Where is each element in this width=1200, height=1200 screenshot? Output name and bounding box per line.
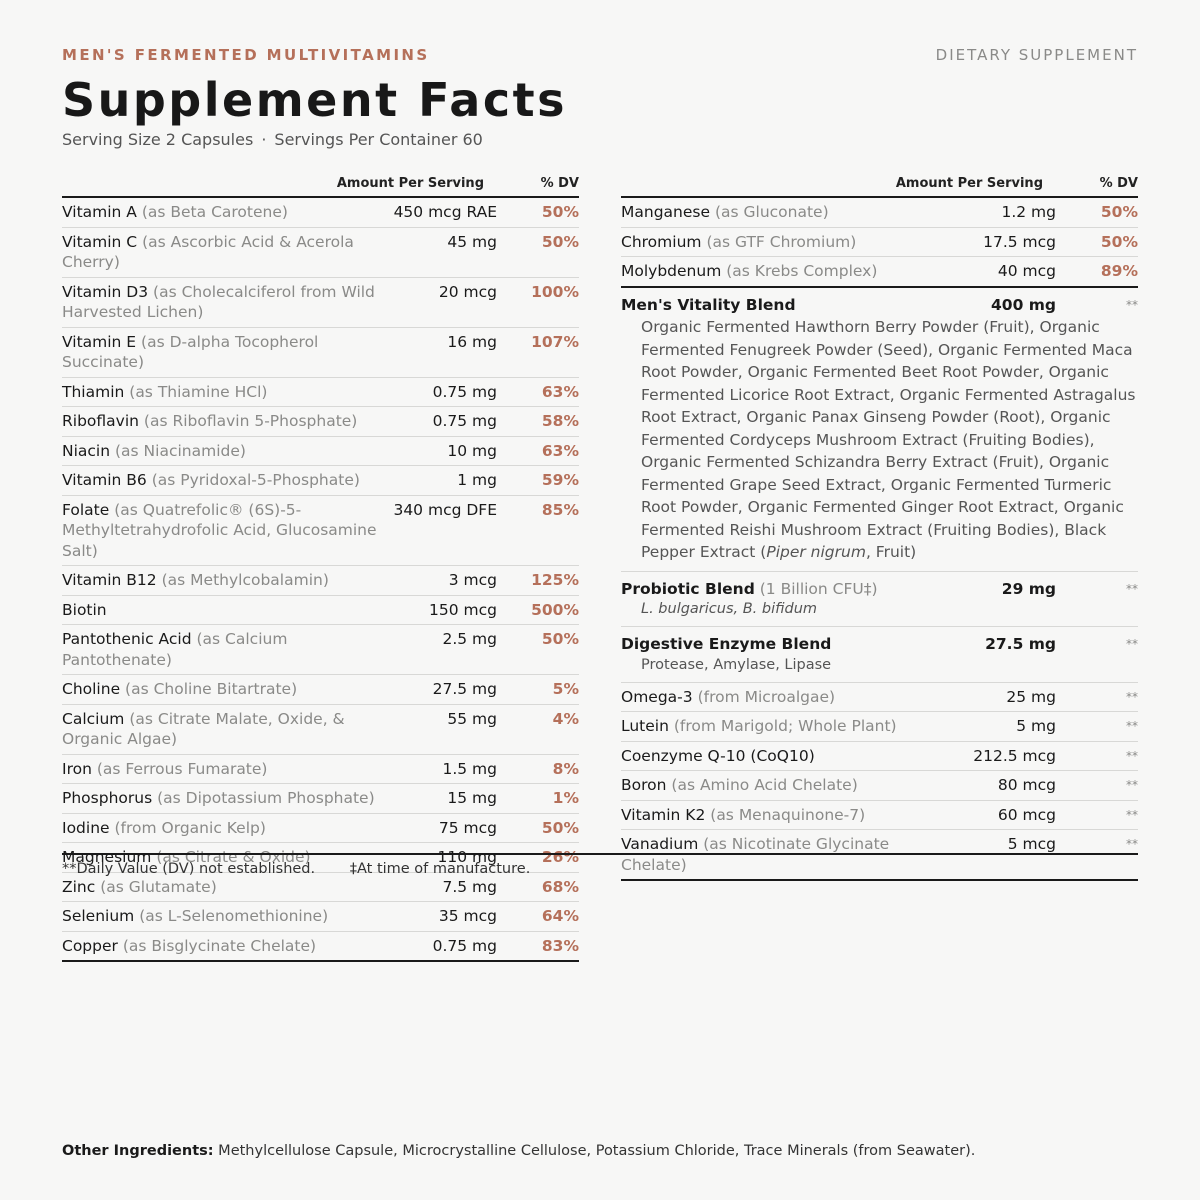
blend-ingredients-end: , Fruit) (865, 543, 917, 561)
blend-name: Men's Vitality Blend (621, 295, 796, 314)
nutrient-row (62, 496, 579, 567)
nutrient-amount: 110 mg (437, 848, 497, 866)
blend-ingredients-text: Organic Fermented Hawthorn Berry Powder (Fruit), Organic Fermented Fenugreek Powder (Seed), Organic Fermented Maca Root Powder, Organic Fermented Beet Root Powder, Organic Fermented Licorice Root Extract, Organic Fermented Astragalus Root Extract, Organic Panax Ginseng Powder (Root), Organic Fermented Cordyceps Mushroom Extract (Fruiting Bodies), Organic Fermented Schizandra Berry Extract (Fruit), Organic Fermented Grape Seed Extract, Organic Fermented Turmeric Root Powder, Organic Fermented Ginger Root Extract, Organic Fermented Reishi Mushroom Extract (Fruiting Bodies), Black Pepper Extract ( (641, 318, 1136, 561)
nutrient-source: (from Organic Kelp) (114, 818, 266, 837)
nutrient-row (62, 437, 579, 467)
nutrient-source: (as Beta Carotene) (141, 203, 288, 221)
nutrient-source: (as Calcium Pantothenate) (62, 630, 288, 669)
nutrient-row (62, 814, 579, 844)
nutrient-dv: 50% (541, 630, 579, 648)
nutrient-amount: 75 mcg (438, 818, 497, 837)
nutrient-dv: 5% (552, 680, 579, 698)
nutrient-name: Copper (62, 936, 118, 955)
nutrient-row (62, 278, 579, 328)
nutrient-row (62, 932, 579, 963)
nutrient-label (62, 500, 397, 562)
nutrient-label (62, 759, 397, 780)
nutrient-name: Vitamin B6 (62, 471, 147, 489)
right-nutrient-list-top (621, 198, 1138, 288)
nutrient-row (62, 784, 579, 814)
nutrient-dv: 50% (541, 232, 579, 251)
blend-dv: ** (1126, 297, 1138, 312)
nutrient-source: (as Citrate & Oxide) (156, 848, 311, 866)
nutrient-amount: 7.5 mg (442, 877, 497, 896)
nutrient-amount: 27.5 mg (432, 680, 497, 698)
nutrient-amount: 80 mcg (997, 776, 1056, 794)
nutrient-row (62, 755, 579, 785)
nutrient-amount: 16 mg (447, 332, 497, 351)
nutrient-source: (as Riboflavin 5-Phosphate) (143, 412, 358, 430)
serving-size: Serving Size 2 Capsules (62, 130, 254, 149)
footer-divider (62, 853, 1138, 855)
serving-info (62, 130, 483, 149)
page-title: Supplement Facts (62, 73, 567, 127)
blend-name: Probiotic Blend (621, 579, 755, 598)
nutrient-source: (as Krebs Complex) (726, 262, 878, 280)
enzyme-blend (621, 627, 1138, 683)
nutrient-name: Magnesium (62, 848, 152, 866)
nutrient-row (62, 228, 579, 278)
nutrient-label (62, 202, 397, 223)
nutrient-source: (as GTF Chromium) (706, 232, 857, 251)
nutrient-dv: 50% (541, 203, 579, 221)
nutrient-source: (as D-alpha Tocopherol Succinate) (62, 332, 319, 371)
right-nutrient-list-bottom (621, 683, 1138, 882)
nutrient-amount: 55 mg (447, 709, 497, 728)
nutrient-name: Vitamin B12 (62, 571, 157, 589)
nutrient-name: Boron (621, 776, 667, 794)
nutrient-label (62, 600, 397, 621)
nutrient-label (62, 232, 397, 273)
nutrient-row (621, 771, 1138, 801)
nutrient-name: Manganese (621, 203, 711, 221)
nutrient-row (62, 566, 579, 596)
nutrient-source: (as Nicotinate Glycinate Chelate) (621, 835, 890, 874)
nutrient-amount: 0.75 mg (432, 382, 497, 401)
nutrient-label (62, 282, 397, 323)
nutrient-source: (as Dipotassium Phosphate) (157, 789, 375, 807)
nutrient-name: Molybdenum (621, 262, 722, 280)
separator-dot: · (261, 130, 267, 149)
nutrient-name: Vitamin E (62, 332, 137, 351)
nutrient-row (621, 712, 1138, 742)
nutrient-dv: 26% (541, 848, 579, 866)
other-ingredients-label: Other Ingredients: (62, 1143, 214, 1159)
amount-header: Amount Per Serving (895, 176, 1043, 191)
nutrient-amount: 1 mg (457, 471, 497, 489)
nutrient-label (62, 679, 397, 700)
nutrient-name: Phosphorus (62, 789, 153, 807)
nutrient-name: Pantothenic Acid (62, 630, 192, 648)
nutrient-label (621, 232, 956, 253)
nutrient-source: (as Gluconate) (714, 203, 829, 221)
nutrient-name: Chromium (621, 232, 702, 251)
nutrient-dv: 89% (1100, 262, 1138, 280)
nutrient-row (62, 596, 579, 626)
nutrient-row (62, 902, 579, 932)
nutrient-label (62, 441, 397, 462)
nutrient-source: (as L-Selenomethionine) (139, 907, 329, 925)
footnotes (62, 861, 530, 877)
nutrient-name: Lutein (621, 717, 669, 735)
nutrient-label (621, 746, 956, 767)
blend-amount: 29 mg (1001, 579, 1056, 598)
nutrient-label (621, 805, 956, 826)
probiotic-strains: L. bulgaricus, B. bifidum (641, 601, 818, 617)
blend-dv: ** (1126, 581, 1138, 596)
nutrient-name: Vanadium (621, 835, 699, 853)
nutrient-dv: 64% (541, 907, 579, 925)
nutrient-name: Zinc (62, 877, 96, 896)
nutrient-name: Thiamin (62, 382, 125, 401)
nutrient-source: (as Choline Bitartrate) (125, 680, 298, 698)
nutrient-source: (as Thiamine HCl) (129, 382, 268, 401)
nutrient-amount: 40 mcg (997, 262, 1056, 280)
nutrient-row (621, 742, 1138, 772)
nutrient-label (62, 629, 397, 670)
nutrient-row (62, 378, 579, 408)
dv-header: % DV (1099, 176, 1138, 191)
nutrient-name: Vitamin C (62, 232, 138, 251)
nutrient-row (621, 198, 1138, 228)
nutrient-label (62, 382, 397, 403)
nutrient-name: Riboflavin (62, 412, 139, 430)
nutrient-amount: 5 mcg (1007, 835, 1056, 853)
blend-ingredients: Protease, Amylase, Lipase (641, 656, 832, 673)
left-nutrient-list (62, 198, 579, 962)
blend-source: (1 Billion CFU‡) (759, 579, 878, 598)
left-column-header (62, 172, 579, 198)
nutrient-name: Iodine (62, 818, 110, 837)
nutrient-source: (as Pyridoxal-5-Phosphate) (151, 471, 360, 489)
blend-name: Digestive Enzyme Blend (621, 635, 832, 653)
nutrient-name: Choline (62, 680, 121, 698)
nutrient-amount: 35 mcg (438, 907, 497, 925)
nutrient-amount: 45 mg (447, 232, 497, 251)
nutrient-dv: 63% (541, 441, 579, 460)
nutrient-name: Calcium (62, 709, 125, 728)
nutrient-name: Folate (62, 500, 110, 519)
nutrient-row (62, 675, 579, 705)
right-column-header (621, 172, 1138, 198)
nutrient-dv: 50% (1100, 203, 1138, 221)
nutrient-source: (as Cholecalciferol from Wild Harvested Lichen) (62, 282, 375, 321)
nutrient-dv: ** (1126, 748, 1138, 763)
nutrient-amount: 5 mg (1016, 717, 1056, 735)
nutrient-dv: 50% (541, 818, 579, 837)
nutrient-row (621, 801, 1138, 831)
nutrient-dv: 58% (541, 412, 579, 430)
nutrient-dv: 59% (541, 471, 579, 489)
nutrient-source: (as Ascorbic Acid & Acerola Cherry) (62, 232, 354, 271)
blend-ingredients (621, 600, 1138, 619)
nutrient-row (621, 830, 1138, 881)
nutrient-dv: ** (1126, 719, 1138, 733)
nutrient-label (62, 788, 397, 809)
nutrient-source: (as Menaquinone-7) (710, 805, 866, 824)
nutrient-source: (as Glutamate) (100, 877, 217, 896)
right-column (621, 172, 1138, 881)
nutrient-name: Selenium (62, 907, 135, 925)
blend-amount: 400 mg (991, 295, 1056, 314)
nutrient-label (62, 709, 397, 750)
nutrient-dv: 68% (541, 877, 579, 896)
nutrient-row (62, 705, 579, 755)
nutrient-amount: 25 mg (1006, 687, 1056, 706)
nutrient-source: (from Microalgae) (697, 687, 836, 706)
nutrient-amount: 1.2 mg (1001, 203, 1056, 221)
nutrient-name: Niacin (62, 441, 111, 460)
nutrient-label (621, 716, 956, 737)
nutrient-dv: 125% (531, 571, 579, 589)
nutrient-dv: 107% (531, 332, 579, 351)
vitality-blend (621, 288, 1138, 572)
nutrient-label (62, 332, 397, 373)
dv-footnote: **Daily Value (DV) not established. (62, 861, 316, 877)
nutrient-source: (as Methylcobalamin) (161, 571, 329, 589)
blend-ingredients (621, 316, 1138, 564)
nutrient-label (621, 202, 956, 223)
blend-dv: ** (1126, 637, 1138, 651)
nutrient-dv: 85% (541, 500, 579, 519)
category-label: DIETARY SUPPLEMENT (935, 46, 1138, 64)
nutrient-amount: 0.75 mg (432, 412, 497, 430)
nutrient-name: Vitamin A (62, 203, 137, 221)
nutrient-dv: 1% (552, 789, 579, 807)
nutrient-label (621, 775, 956, 796)
nutrient-dv: ** (1126, 837, 1138, 851)
nutrient-amount: 2.5 mg (442, 630, 497, 648)
nutrient-row (62, 625, 579, 675)
nutrient-label (621, 261, 956, 282)
nutrient-label (62, 818, 397, 839)
nutrient-label (621, 687, 956, 708)
nutrient-name: Vitamin K2 (621, 805, 706, 824)
nutrient-amount: 450 mcg RAE (393, 203, 497, 221)
nutrient-name: Biotin (62, 600, 107, 619)
nutrient-label (62, 570, 397, 591)
left-column (62, 172, 579, 962)
nutrient-amount: 15 mg (447, 789, 497, 807)
blend-amount: 27.5 mg (985, 635, 1056, 653)
nutrient-dv: ** (1126, 778, 1138, 792)
other-ingredients-text: Methylcellulose Capsule, Microcrystalline Cellulose, Potassium Chloride, Trace Minerals (from Seawater). (213, 1143, 976, 1159)
amount-header: Amount Per Serving (336, 176, 484, 191)
nutrient-row (62, 328, 579, 378)
nutrient-label (62, 877, 397, 898)
nutrient-amount: 10 mg (447, 441, 497, 460)
nutrient-source: (as Bisglycinate Chelate) (122, 936, 317, 955)
nutrient-label (62, 411, 397, 432)
nutrient-dv: 83% (541, 936, 579, 955)
nutrient-name: Iron (62, 759, 92, 778)
nutrient-row (62, 198, 579, 228)
nutrient-dv: 50% (1100, 232, 1138, 251)
nutrient-source: (as Niacinamide) (115, 441, 246, 460)
nutrient-row (621, 683, 1138, 713)
nutrient-name: Coenzyme Q-10 (CoQ10) (621, 746, 815, 765)
nutrient-amount: 150 mcg (429, 600, 497, 619)
nutrient-amount: 20 mcg (438, 282, 497, 301)
nutrient-label (62, 936, 397, 957)
nutrient-source: (as Ferrous Fumarate) (96, 759, 268, 778)
nutrient-dv: ** (1126, 689, 1138, 704)
nutrient-source: (from Marigold; Whole Plant) (673, 717, 897, 735)
nutrient-row (62, 466, 579, 496)
other-ingredients (62, 1143, 975, 1159)
nutrient-amount: 17.5 mcg (983, 232, 1056, 251)
nutrient-source: (as Amino Acid Chelate) (671, 776, 858, 794)
nutrient-row (621, 257, 1138, 288)
nutrient-dv: 500% (531, 600, 579, 619)
nutrient-source: (as Quatrefolic® (6S)-5-Methyltetrahydrofolic Acid, Glucosamine Salt) (62, 500, 377, 560)
nutrient-amount: 0.75 mg (432, 936, 497, 955)
nutrient-label (62, 470, 397, 491)
nutrient-amount: 1.5 mg (442, 759, 497, 778)
nutrient-amount: 340 mcg DFE (393, 500, 497, 519)
supplement-facts-panel (62, 0, 1138, 1200)
nutrient-dv: 8% (552, 759, 579, 778)
nutrient-label (62, 906, 397, 927)
nutrient-dv: 4% (552, 709, 579, 728)
nutrient-dv: 100% (531, 282, 579, 301)
nutrient-amount: 212.5 mcg (973, 746, 1056, 765)
nutrient-source: (as Citrate Malate, Oxide, & Organic Algae) (62, 709, 345, 748)
nutrient-amount: 60 mcg (997, 805, 1056, 824)
manufacture-footnote: ‡At time of manufacture. (349, 861, 531, 877)
nutrient-dv: 63% (541, 382, 579, 401)
servings-per-container: Servings Per Container 60 (274, 130, 483, 149)
nutrient-name: Omega-3 (621, 687, 693, 706)
dv-header: % DV (540, 176, 579, 191)
nutrient-dv: ** (1126, 807, 1138, 822)
nutrient-name: Vitamin D3 (62, 282, 149, 301)
nutrient-row (62, 407, 579, 437)
probiotic-blend (621, 572, 1138, 628)
nutrient-amount: 3 mcg (448, 571, 497, 589)
nutrient-row (621, 228, 1138, 258)
product-name: MEN'S FERMENTED MULTIVITAMINS (62, 46, 430, 64)
blend-ingredients-latin: Piper nigrum (766, 543, 866, 561)
